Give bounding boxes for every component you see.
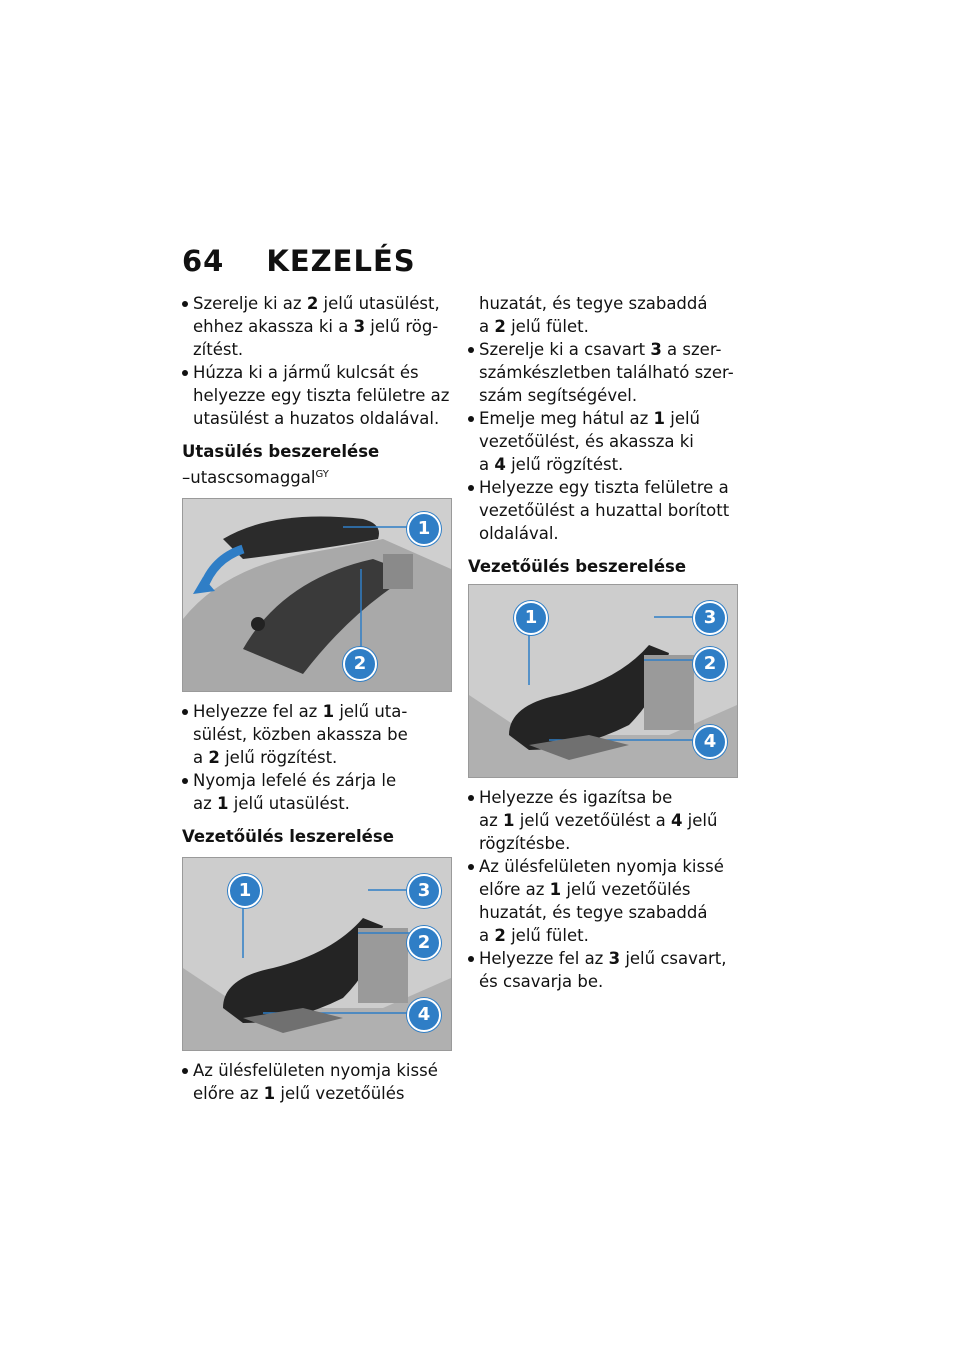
right-column	[468, 292, 740, 993]
figure-rider-seat-install	[468, 584, 738, 778]
list-item-continued: sülést, közben akassza be	[193, 725, 408, 744]
bullet-icon	[468, 485, 474, 491]
list-item-continued: huzatát, és tegye szabaddá	[479, 294, 708, 313]
list-item: Az ülésfelületen nyomja kissé	[468, 855, 740, 878]
callout-2: 2	[693, 647, 727, 681]
callout-1: 1	[407, 512, 441, 546]
bullet-icon	[468, 347, 474, 353]
callout-1: 1	[228, 874, 262, 908]
list-item: Helyezze egy tiszta felületre a	[468, 476, 740, 499]
list-item-continued: a 2 jelű fület.	[479, 926, 589, 945]
callout-4: 4	[407, 998, 441, 1032]
page-header	[182, 244, 416, 278]
page-title: KEZELÉS	[266, 244, 416, 278]
list-item-continued: utasülést a huzatos oldalával.	[193, 409, 440, 428]
list-item: Szerelje ki a csavart 3 a szer-	[468, 338, 740, 361]
list-item-continued: számkészletben található szer-	[479, 363, 734, 382]
callout-2: 2	[407, 926, 441, 960]
list-item: Az ülésfelületen nyomja kissé	[182, 1059, 454, 1082]
list-item-continued: a 2 jelű fület.	[479, 317, 589, 336]
list-item-continued: oldalával.	[479, 524, 559, 543]
list-item-continued: a 4 jelű rögzítést.	[479, 455, 624, 474]
bullet-icon	[468, 416, 474, 422]
list-item-continued: vezetőülést, és akassza ki	[479, 432, 694, 451]
section-note: –utascsomaggal$^{GY}$	[182, 468, 329, 487]
list-item-continued: zítést.	[193, 340, 244, 359]
list-item-continued: az 1 jelű vezetőülést a 4 jelű	[479, 811, 718, 830]
list-item-continued: huzatát, és tegye szabaddá	[479, 903, 708, 922]
list-item-continued: és csavarja be.	[479, 972, 604, 991]
list-item-continued: rögzítésbe.	[479, 834, 571, 853]
callout-3: 3	[407, 874, 441, 908]
bullet-icon	[468, 795, 474, 801]
list-item-continued: helyezze egy tiszta felületre az	[193, 386, 450, 405]
callout-1: 1	[514, 601, 548, 635]
list-item: Helyezze és igazítsa be	[468, 786, 740, 809]
bullet-icon	[182, 709, 188, 715]
callout-4: 4	[693, 725, 727, 759]
list-item-continued: a 2 jelű rögzítést.	[193, 748, 338, 767]
callout-2: 2	[343, 647, 377, 681]
left-column	[182, 292, 454, 1105]
bullet-icon	[468, 864, 474, 870]
bullet-icon	[182, 1068, 188, 1074]
bullet-icon	[182, 370, 188, 376]
bullet-icon	[182, 778, 188, 784]
list-item: Szerelje ki az 2 jelű utasülést,	[182, 292, 454, 315]
list-item: Helyezze fel az 3 jelű csavart,	[468, 947, 740, 970]
list-item-continued: előre az 1 jelű vezetőülés	[479, 880, 691, 899]
bullet-icon	[468, 956, 474, 962]
section-title: Vezetőülés leszerelése	[182, 827, 394, 846]
list-item-continued: az 1 jelű utasülést.	[193, 794, 350, 813]
list-item: Húzza ki a jármű kulcsát és	[182, 361, 454, 384]
list-item: Nyomja lefelé és zárja le	[182, 769, 454, 792]
list-item-continued: szám segítségével.	[479, 386, 638, 405]
list-item: Emelje meg hátul az 1 jelű	[468, 407, 740, 430]
list-item-continued: ehhez akassza ki a 3 jelű rög-	[193, 317, 439, 336]
figure-rider-seat-removal	[182, 857, 452, 1051]
bullet-icon	[182, 301, 188, 307]
list-item-continued: vezetőülést a huzattal borított	[479, 501, 730, 520]
callout-3: 3	[693, 601, 727, 635]
section-title: Utasülés beszerelése	[182, 442, 380, 461]
list-item: Helyezze fel az 1 jelű uta-	[182, 700, 454, 723]
figure-passenger-seat	[182, 498, 452, 692]
list-item-continued: előre az 1 jelű vezetőülés	[193, 1084, 405, 1103]
page-number: 64	[182, 244, 225, 278]
section-title: Vezetőülés beszerelése	[468, 557, 687, 576]
